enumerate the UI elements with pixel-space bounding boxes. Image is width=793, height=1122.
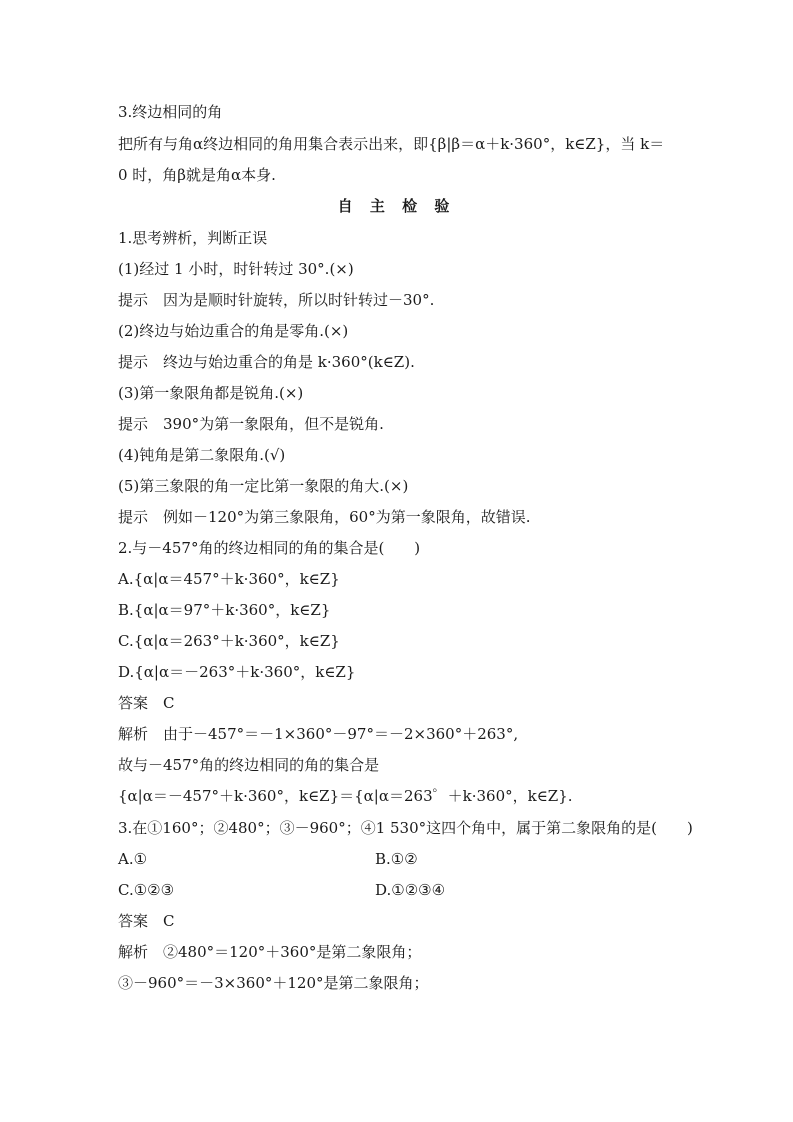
section-heading: 3.终边相同的角 bbox=[118, 103, 223, 121]
hint-line: 提示 终边与始边重合的角是 k·360°(k∈Z). bbox=[118, 353, 415, 371]
question-item: (1)经过 1 小时，时针转过 30°.(×) bbox=[118, 260, 354, 278]
question-title: 2.与－457°角的终边相同的角的集合是( ) bbox=[118, 539, 421, 557]
analysis-line: 故与－457°角的终边相同的角的集合是 bbox=[118, 756, 380, 774]
question-title: 1.思考辨析，判断正误 bbox=[118, 229, 268, 247]
option-a: A.① bbox=[118, 850, 148, 868]
hint-line: 提示 390°为第一象限角，但不是锐角. bbox=[118, 415, 384, 433]
answer-line: 答案 C bbox=[118, 912, 175, 930]
option-d: D.①②③④ bbox=[375, 881, 446, 899]
answer-line: 答案 C bbox=[118, 694, 175, 712]
option-b: B.①② bbox=[375, 850, 418, 868]
question-item: (5)第三象限的角一定比第一象限的角大.(×) bbox=[118, 477, 409, 495]
question-item: (4)钝角是第二象限角.(√) bbox=[118, 446, 286, 464]
analysis-line: {α|α＝－457°＋k·360°，k∈Z}＝{α|α＝263゜＋k·360°，k∈Z}. bbox=[118, 787, 573, 805]
question-title: 3.在①160°；②480°；③－960°；④1 530°这四个角中，属于第二象限角的是( ) bbox=[118, 819, 693, 837]
analysis-line: ③－960°＝－3×360°＋120°是第二象限角； bbox=[118, 974, 429, 992]
option-a: A.{α|α＝457°＋k·360°，k∈Z} bbox=[118, 570, 340, 588]
question-item: (3)第一象限角都是锐角.(×) bbox=[118, 384, 304, 402]
analysis-line: 解析 ②480°＝120°＋360°是第二象限角； bbox=[118, 943, 422, 961]
hint-line: 提示 因为是顺时针旋转，所以时针转过－30°. bbox=[118, 291, 435, 309]
option-c: C.①②③ bbox=[118, 881, 175, 899]
section-title: 自 主 检 验 bbox=[337, 197, 456, 215]
question-item: (2)终边与始边重合的角是零角.(×) bbox=[118, 322, 349, 340]
paragraph-line: 把所有与角α终边相同的角用集合表示出来，即{β|β＝α＋k·360°，k∈Z}，当 k＝ bbox=[118, 135, 665, 153]
analysis-line: 解析 由于－457°＝－1×360°－97°＝－2×360°＋263°, bbox=[118, 725, 519, 743]
paragraph-line: 0 时，角β就是角α本身. bbox=[118, 166, 276, 184]
option-d: D.{α|α＝－263°＋k·360°，k∈Z} bbox=[118, 663, 356, 681]
option-b: B.{α|α＝97°＋k·360°，k∈Z} bbox=[118, 601, 331, 619]
hint-line: 提示 例如－120°为第三象限角，60°为第一象限角，故错误. bbox=[118, 508, 531, 526]
option-c: C.{α|α＝263°＋k·360°，k∈Z} bbox=[118, 632, 340, 650]
